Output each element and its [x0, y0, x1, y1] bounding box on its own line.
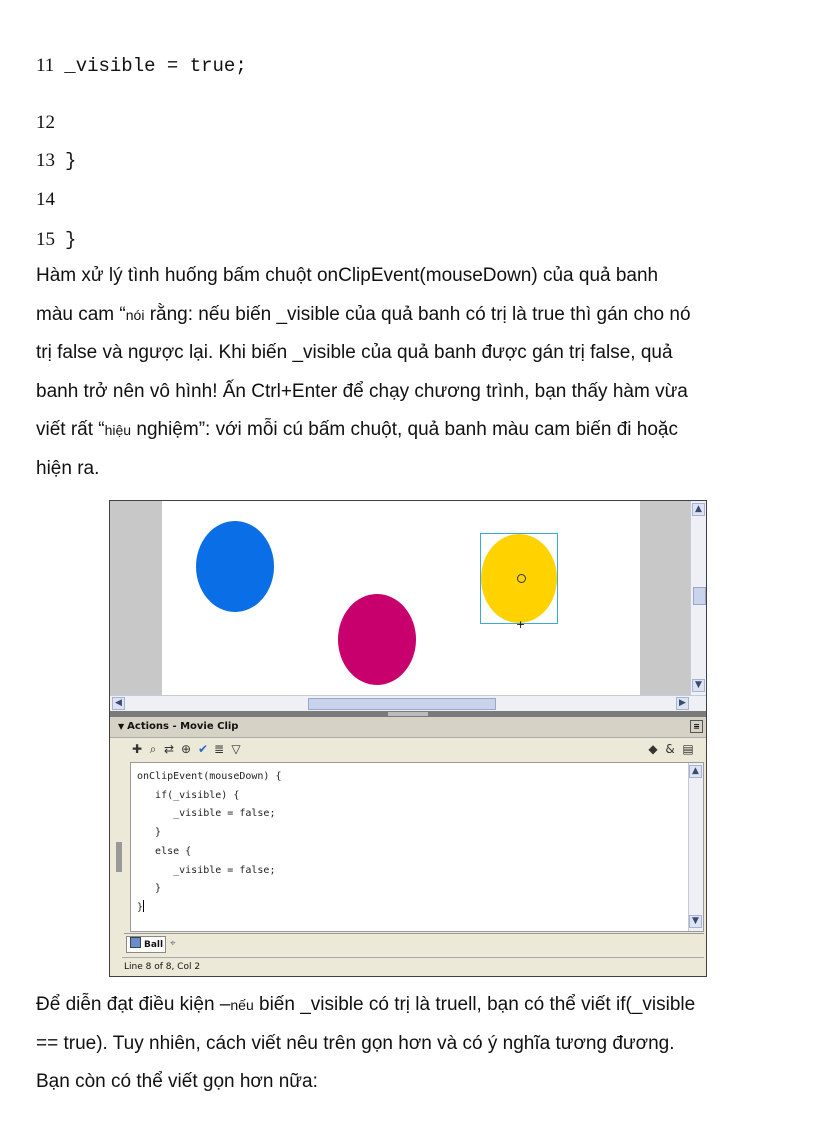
add-statement-icon[interactable]: ✚ — [131, 742, 143, 756]
code-line-12 — [36, 111, 55, 135]
scroll-left-icon[interactable]: ◀ — [112, 697, 125, 710]
reference-icon[interactable]: ◆ — [648, 742, 658, 756]
script-tab-bar — [124, 933, 704, 956]
paragraph-line: == true). Tuy nhiên, cách viết nêu trên gọn hơn và có ý nghĩa tương đương. — [36, 1032, 675, 1054]
debug-icon[interactable]: & — [665, 742, 675, 756]
blue-ball[interactable] — [196, 521, 274, 612]
target-icon[interactable]: ⊕ — [180, 742, 192, 756]
code-text: _visible = true; — [64, 55, 247, 77]
stage-horizontal-scrollbar[interactable] — [110, 695, 706, 711]
status-bar — [122, 957, 704, 976]
code-line-14 — [36, 188, 55, 212]
line-number: 11 — [36, 55, 55, 76]
crosshair-icon: + — [516, 618, 526, 631]
paragraph-2 — [36, 986, 786, 1102]
script-code[interactable]: onClipEvent(mouseDown) { if(_visible) { _visible = false; } else { _visible = false; } } — [137, 771, 282, 913]
paragraph-line: màu cam “nói rằng: nếu biến _visible của quả banh có trị là true thì gán cho nó — [36, 303, 691, 325]
tab-ball[interactable]: Ball — [126, 936, 166, 953]
scroll-down-icon[interactable]: ▼ — [689, 915, 702, 928]
code-line-11 — [36, 54, 247, 78]
editor-vertical-scrollbar[interactable] — [688, 763, 703, 931]
line-number: 14 — [36, 189, 55, 210]
pin-script-icon[interactable]: ⌖ — [170, 938, 176, 949]
scroll-thumb[interactable] — [693, 587, 706, 605]
auto-format-icon[interactable]: ≣ — [213, 742, 225, 756]
actions-toolbar — [110, 738, 706, 762]
paragraph-line: Bạn còn có thể viết gọn hơn nữa: — [36, 1071, 318, 1092]
code-text: } — [65, 229, 77, 251]
stage-vertical-scrollbar[interactable] — [690, 501, 706, 695]
actions-panel — [110, 717, 706, 977]
collapse-triangle-icon[interactable]: ▼ — [118, 722, 125, 731]
stage-area — [110, 501, 692, 695]
magenta-ball[interactable] — [338, 594, 416, 685]
paragraph-line: banh trở nên vô hình! Ấn Ctrl+Enter để chạy chương trình, bạn thấy hàm vừa — [36, 380, 688, 402]
panel-menu-icon[interactable]: ≡ — [690, 720, 703, 733]
registration-point-icon — [517, 574, 526, 583]
options-menu-icon[interactable]: ▤ — [682, 742, 694, 756]
scroll-right-icon[interactable]: ▶ — [676, 697, 689, 710]
line-number: 13 — [36, 150, 55, 171]
text-cursor — [143, 900, 144, 912]
line-number: 12 — [36, 112, 55, 133]
scroll-up-icon[interactable]: ▲ — [692, 503, 705, 516]
find-icon[interactable]: ⌕ — [149, 742, 157, 756]
paragraph-line: trị false và ngược lại. Khi biến _visible của quả banh được gán trị false, quả — [36, 342, 673, 363]
stage — [162, 501, 640, 695]
paragraph-line: viết rất “hiệu nghiệm”: với mỗi cú bấm chuột, quả banh màu cam biến đi hoặc — [36, 419, 678, 440]
script-editor[interactable] — [130, 762, 704, 932]
replace-icon[interactable]: ⇄ — [163, 742, 175, 756]
code-line-15 — [36, 228, 76, 252]
panel-title: Actions - Movie Clip — [127, 721, 239, 732]
code-hint-icon[interactable]: ▽ — [231, 742, 241, 756]
line-number: 15 — [36, 229, 55, 250]
code-line-13 — [36, 149, 76, 173]
scroll-up-icon[interactable]: ▲ — [689, 765, 702, 778]
panel-collapse-handle[interactable] — [116, 842, 122, 872]
paragraph-1 — [36, 257, 786, 488]
code-text: } — [65, 150, 77, 172]
paragraph-line: hiện ra. — [36, 457, 100, 479]
panel-title-bar[interactable] — [110, 717, 706, 738]
flash-screenshot — [109, 500, 707, 977]
movie-clip-icon — [130, 937, 141, 948]
cursor-position: Line 8 of 8, Col 2 — [124, 962, 201, 972]
scroll-thumb[interactable] — [308, 698, 496, 710]
paragraph-line: Để diễn đạt điều kiện –nếu biến _visible có trị là truell, bạn có thể viết if(_visible — [36, 994, 696, 1015]
check-syntax-icon[interactable]: ✔ — [197, 742, 209, 756]
scroll-down-icon[interactable]: ▼ — [692, 679, 705, 692]
paragraph-line: Hàm xử lý tình huống bấm chuột onClipEvent(mouseDown) của quả banh — [36, 265, 659, 286]
